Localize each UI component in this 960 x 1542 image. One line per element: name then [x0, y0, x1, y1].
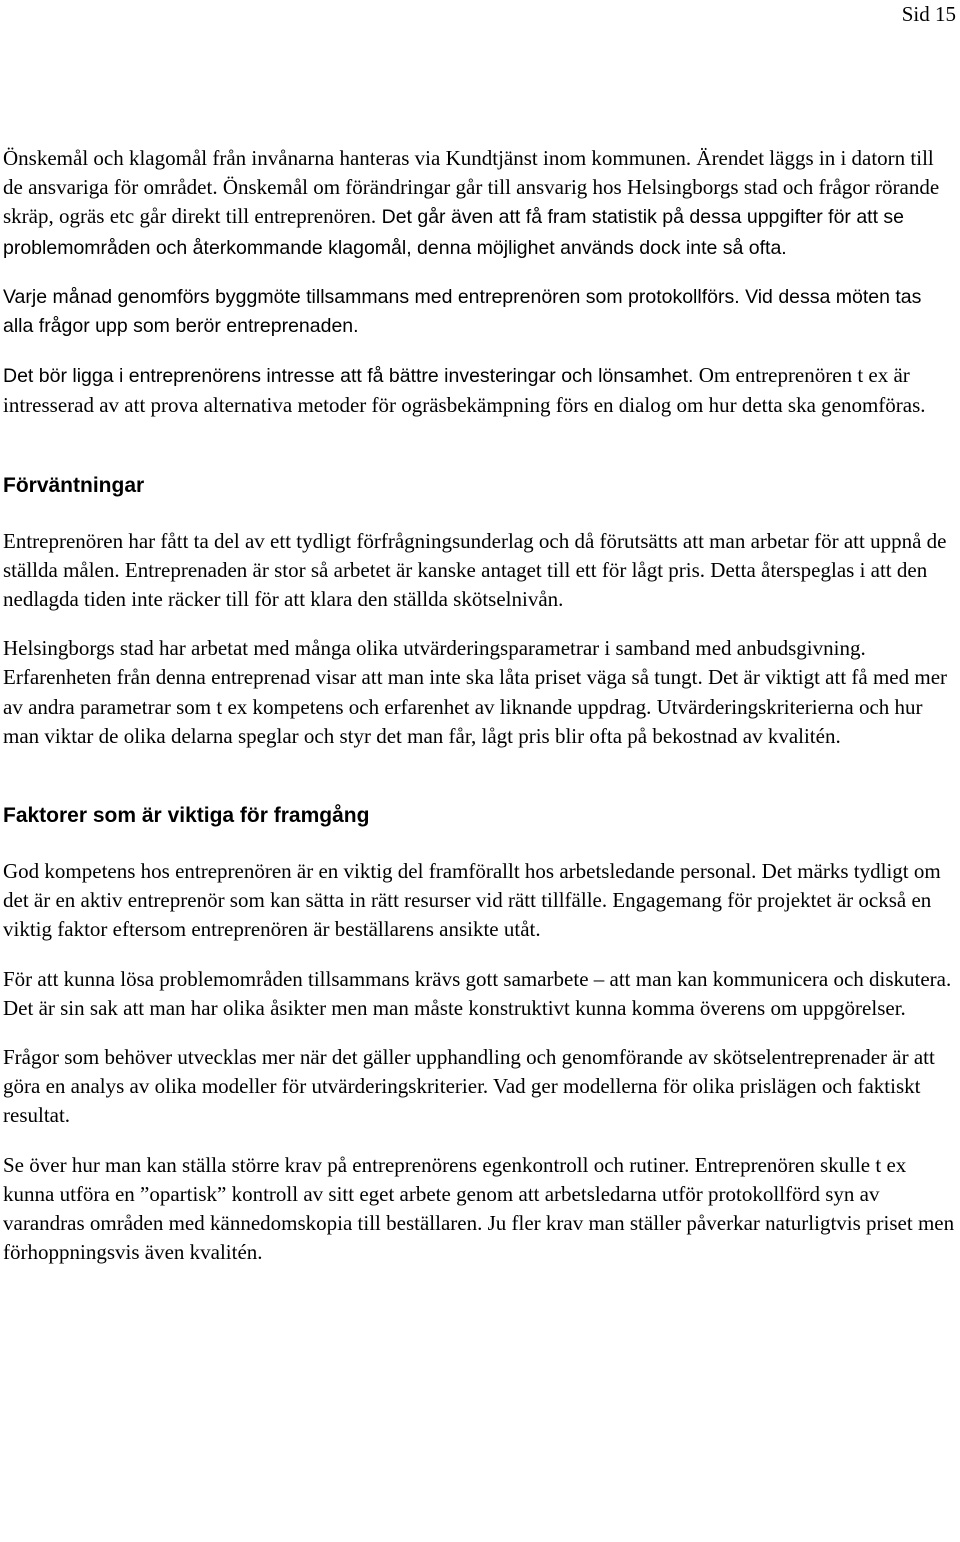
heading-expectations: Förväntningar — [3, 473, 145, 497]
intro-paragraph-3 — [3, 361, 955, 420]
success-paragraph-4: Se över hur man kan ställa större krav på entreprenörens egenkontroll och rutiner. Entreprenören skulle t ex kunna utföra en ”opartisk” kontroll av sitt eget arbete genom att arbetsledarna utför protokollförd syn av varandras områden med kännedomskopia till beställaren. Ju fler krav man ställer påverkar naturligtvis priset men förhoppningsvis även kvalitén. — [3, 1152, 955, 1265]
intro-paragraph-1-sans: Det går även att få fram statistik på dessa uppgifter för att se problemområden och återkommande klagomål, denna möjlighet används dock inte så ofta. — [3, 206, 905, 259]
intro-paragraph-2: Varje månad genomförs byggmöte tillsammans med entreprenören som protokollförs. Vid dessa möten tas alla frågor upp som berör entreprenaden. — [3, 285, 922, 338]
intro-paragraph-1-serif: Önskemål och klagomål från invånarna hanteras via Kundtjänst inom kommunen. Ärendet läggs in i datorn till de ansvariga för området. Önskemål om förändringar går till ansvarig hos Helsingborgs stad och frågor rörande skräp, ogräs etc går direkt till entreprenören. — [3, 146, 940, 229]
heading-success-factors: Faktorer som är viktiga för framgång — [3, 804, 370, 828]
success-paragraph-1: God kompetens hos entreprenören är en viktig del framförallt hos arbetsledande personal. Det märks tydligt om det är en aktiv entreprenör som kan sätta in rätt resurser vid rätt tillfälle. Engagemang för projektet är också en viktig faktor eftersom entreprenören är beställarens ansikte utåt. — [3, 859, 941, 942]
document-body — [3, 144, 955, 1267]
intro-paragraph-1 — [3, 144, 955, 263]
expectations-paragraph-2: Helsingborgs stad har arbetat med många olika utvärderingsparametrar i samband med anbudsgivning. Erfarenheten från denna entreprenad visar att man inte ska låta priset väga så tungt. Det är viktigt att få med mer av andra parametrar som t ex kompetens och erfarenhet av liknande uppdrag. Utvärderingskriterierna och hur man viktar de olika delarna speglar och styr det man får, lågt pris blir ofta på bekostnad av kvalitén. — [3, 636, 948, 748]
intro-paragraph-3-sans: Det bör ligga i entreprenörens intresse att få bättre investeringar och lönsamhet. — [3, 365, 694, 388]
success-paragraph-3: Frågor som behöver utvecklas mer när det gäller upphandling och genomförande av skötselentreprenader är att göra en analys av olika modeller för utvärderingskriterier. Vad ger modellerna för olika prislägen och faktiskt resultat. — [3, 1045, 935, 1128]
expectations-paragraph-1: Entreprenören har fått ta del av ett tydligt förfrågningsunderlag och då förutsätts att man arbetar för att uppnå de ställda målen. Entreprenaden är stor så arbetet är kanske antaget till ett för lågt pris. Detta återspeglas i att den nedlagda tiden inte räcker till för att klara den ställda skötselnivån. — [3, 528, 947, 612]
success-paragraph-2: För att kunna lösa problemområden tillsammans krävs gott samarbete – att man kan kommunicera och diskutera. Det är sin sak att man har olika åsikter men man måste konstruktivt kunna komma överens om uppgörelser. — [3, 966, 952, 1020]
intro-paragraph-3-serif: Om entreprenören t ex är intresserad av att prova alternativa metoder för ogräsbekämpning förs en dialog om hur detta ska genomföras. — [3, 363, 926, 418]
page-number: Sid 15 — [901, 2, 956, 26]
